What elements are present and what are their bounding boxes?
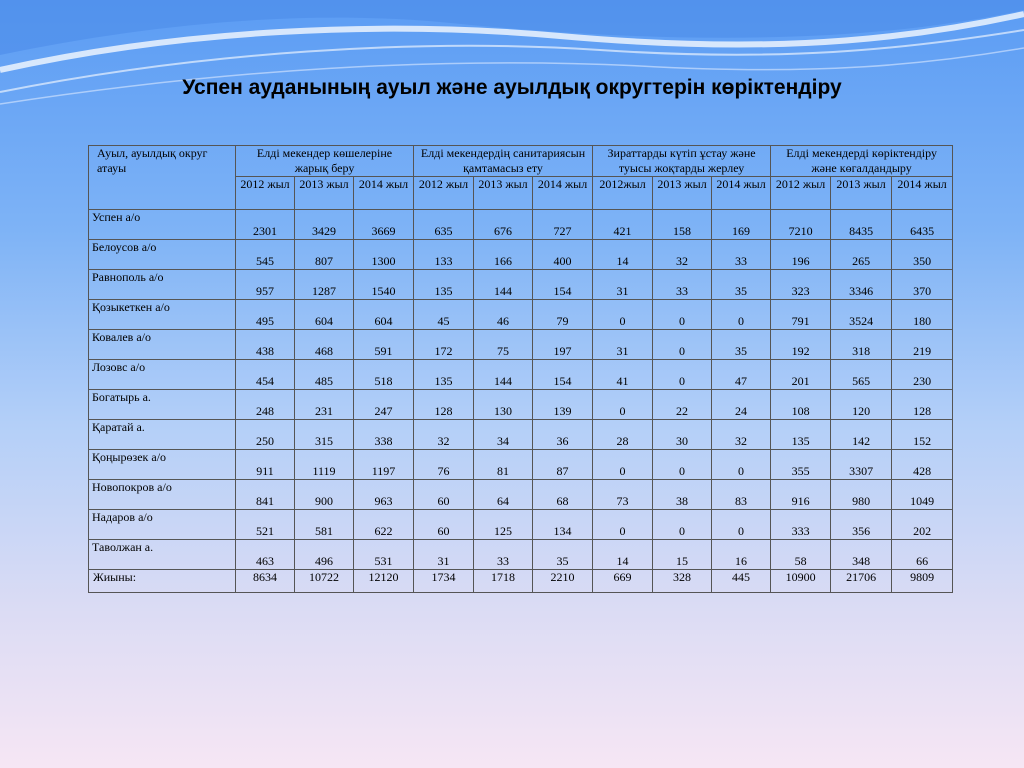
year-header: 2012 жыл (236, 177, 295, 210)
year-header: 2012 жыл (771, 177, 831, 210)
value-cell: 468 (295, 330, 354, 360)
value-cell: 60 (414, 510, 474, 540)
value-cell: 75 (474, 330, 533, 360)
settlement-name: Белоусов а/о (89, 240, 236, 270)
value-cell: 135 (414, 360, 474, 390)
value-cell: 30 (653, 420, 712, 450)
value-cell: 128 (414, 390, 474, 420)
value-cell: 66 (892, 540, 953, 570)
header-cemeteries: Зираттарды күтіп ұстау және туысы жоқтарды жерлеу (593, 146, 771, 177)
total-value-cell: 1734 (414, 570, 474, 593)
settlement-name: Лозовс а/о (89, 360, 236, 390)
value-cell: 172 (414, 330, 474, 360)
total-value-cell: 10900 (771, 570, 831, 593)
total-value-cell: 2210 (533, 570, 593, 593)
value-cell: 81 (474, 450, 533, 480)
value-cell: 87 (533, 450, 593, 480)
value-cell: 900 (295, 480, 354, 510)
value-cell: 0 (593, 390, 653, 420)
value-cell: 0 (593, 300, 653, 330)
value-cell: 31 (414, 540, 474, 570)
year-header: 2013 жыл (831, 177, 892, 210)
year-header: 2014 жыл (533, 177, 593, 210)
year-header: 2012жыл (593, 177, 653, 210)
value-cell: 3669 (354, 210, 414, 240)
value-cell: 370 (892, 270, 953, 300)
value-cell: 202 (892, 510, 953, 540)
value-cell: 0 (653, 450, 712, 480)
year-header: 2013 жыл (295, 177, 354, 210)
value-cell: 139 (533, 390, 593, 420)
value-cell: 83 (712, 480, 771, 510)
value-cell: 438 (236, 330, 295, 360)
data-table (88, 145, 953, 593)
table-row (89, 330, 953, 360)
value-cell: 421 (593, 210, 653, 240)
value-cell: 76 (414, 450, 474, 480)
value-cell: 496 (295, 540, 354, 570)
value-cell: 485 (295, 360, 354, 390)
value-cell: 35 (712, 330, 771, 360)
header-street-lighting: Елді мекендер көшелеріне жарық беру (236, 146, 414, 177)
value-cell: 24 (712, 390, 771, 420)
total-value-cell: 445 (712, 570, 771, 593)
value-cell: 133 (414, 240, 474, 270)
value-cell: 32 (653, 240, 712, 270)
decorative-wave-header (0, 0, 1024, 120)
total-value-cell: 9809 (892, 570, 953, 593)
value-cell: 79 (533, 300, 593, 330)
total-value-cell: 328 (653, 570, 712, 593)
value-cell: 1287 (295, 270, 354, 300)
value-cell: 495 (236, 300, 295, 330)
table-row (89, 510, 953, 540)
value-cell: 0 (653, 510, 712, 540)
total-value-cell: 10722 (295, 570, 354, 593)
value-cell: 841 (236, 480, 295, 510)
value-cell: 604 (354, 300, 414, 330)
value-cell: 15 (653, 540, 712, 570)
value-cell: 791 (771, 300, 831, 330)
value-cell: 348 (831, 540, 892, 570)
page-title: Успен ауданының ауыл және ауылдық округтерін көріктендіру (182, 76, 842, 99)
value-cell: 158 (653, 210, 712, 240)
value-cell: 38 (653, 480, 712, 510)
table-row (89, 480, 953, 510)
value-cell: 7210 (771, 210, 831, 240)
table-row (89, 300, 953, 330)
value-cell: 36 (533, 420, 593, 450)
value-cell: 400 (533, 240, 593, 270)
value-cell: 134 (533, 510, 593, 540)
value-cell: 34 (474, 420, 533, 450)
value-cell: 0 (593, 510, 653, 540)
total-value-cell: 669 (593, 570, 653, 593)
value-cell: 0 (653, 330, 712, 360)
header-landscaping: Елді мекендерді көріктендіру және көгалдандыру (771, 146, 953, 177)
value-cell: 333 (771, 510, 831, 540)
value-cell: 135 (414, 270, 474, 300)
settlement-name: Ковалев а/о (89, 330, 236, 360)
table-row (89, 270, 953, 300)
total-value-cell: 12120 (354, 570, 414, 593)
header-settlement-name: Ауыл, ауылдық округ атауы (89, 146, 236, 210)
year-header: 2013 жыл (474, 177, 533, 210)
value-cell: 219 (892, 330, 953, 360)
settlement-name: Надаров а/о (89, 510, 236, 540)
value-cell: 323 (771, 270, 831, 300)
value-cell: 581 (295, 510, 354, 540)
value-cell: 31 (593, 330, 653, 360)
value-cell: 35 (712, 270, 771, 300)
value-cell: 727 (533, 210, 593, 240)
year-header: 2012 жыл (414, 177, 474, 210)
value-cell: 128 (892, 390, 953, 420)
value-cell: 14 (593, 240, 653, 270)
table-row (89, 210, 953, 240)
value-cell: 47 (712, 360, 771, 390)
value-cell: 16 (712, 540, 771, 570)
value-cell: 0 (712, 450, 771, 480)
value-cell: 32 (414, 420, 474, 450)
value-cell: 350 (892, 240, 953, 270)
table-row (89, 450, 953, 480)
value-cell: 169 (712, 210, 771, 240)
value-cell: 120 (831, 390, 892, 420)
value-cell: 41 (593, 360, 653, 390)
value-cell: 531 (354, 540, 414, 570)
total-row (89, 570, 953, 593)
value-cell: 916 (771, 480, 831, 510)
value-cell: 73 (593, 480, 653, 510)
value-cell: 8435 (831, 210, 892, 240)
settlement-name: Успен а/о (89, 210, 236, 240)
value-cell: 545 (236, 240, 295, 270)
value-cell: 22 (653, 390, 712, 420)
value-cell: 201 (771, 360, 831, 390)
value-cell: 963 (354, 480, 414, 510)
value-cell: 196 (771, 240, 831, 270)
value-cell: 622 (354, 510, 414, 540)
value-cell: 247 (354, 390, 414, 420)
value-cell: 14 (593, 540, 653, 570)
value-cell: 604 (295, 300, 354, 330)
value-cell: 0 (712, 510, 771, 540)
value-cell: 31 (593, 270, 653, 300)
total-value-cell: 8634 (236, 570, 295, 593)
value-cell: 197 (533, 330, 593, 360)
year-header: 2014 жыл (892, 177, 953, 210)
value-cell: 33 (712, 240, 771, 270)
value-cell: 355 (771, 450, 831, 480)
value-cell: 6435 (892, 210, 953, 240)
value-cell: 166 (474, 240, 533, 270)
value-cell: 3429 (295, 210, 354, 240)
value-cell: 3524 (831, 300, 892, 330)
year-header: 2013 жыл (653, 177, 712, 210)
value-cell: 591 (354, 330, 414, 360)
settlement-name: Қозыкеткен а/о (89, 300, 236, 330)
value-cell: 315 (295, 420, 354, 450)
value-cell: 33 (474, 540, 533, 570)
value-cell: 231 (295, 390, 354, 420)
table-row (89, 360, 953, 390)
value-cell: 180 (892, 300, 953, 330)
value-cell: 428 (892, 450, 953, 480)
table-row (89, 390, 953, 420)
value-cell: 250 (236, 420, 295, 450)
value-cell: 3307 (831, 450, 892, 480)
value-cell: 0 (653, 300, 712, 330)
value-cell: 135 (771, 420, 831, 450)
value-cell: 154 (533, 270, 593, 300)
header-sanitation: Елді мекендердің санитариясын қамтамасыз ету (414, 146, 593, 177)
value-cell: 3346 (831, 270, 892, 300)
table-row (89, 420, 953, 450)
value-cell: 518 (354, 360, 414, 390)
settlement-name: Қоңырөзек а/о (89, 450, 236, 480)
value-cell: 68 (533, 480, 593, 510)
settlement-name: Богатырь а. (89, 390, 236, 420)
value-cell: 35 (533, 540, 593, 570)
value-cell: 58 (771, 540, 831, 570)
value-cell: 1300 (354, 240, 414, 270)
total-label: Жиыны: (89, 570, 236, 593)
value-cell: 248 (236, 390, 295, 420)
value-cell: 2301 (236, 210, 295, 240)
value-cell: 911 (236, 450, 295, 480)
total-value-cell: 21706 (831, 570, 892, 593)
value-cell: 463 (236, 540, 295, 570)
settlement-name: Равнополь а/о (89, 270, 236, 300)
settlement-name: Қаратай а. (89, 420, 236, 450)
value-cell: 338 (354, 420, 414, 450)
value-cell: 60 (414, 480, 474, 510)
value-cell: 108 (771, 390, 831, 420)
value-cell: 130 (474, 390, 533, 420)
value-cell: 64 (474, 480, 533, 510)
value-cell: 152 (892, 420, 953, 450)
total-value-cell: 1718 (474, 570, 533, 593)
value-cell: 46 (474, 300, 533, 330)
value-cell: 192 (771, 330, 831, 360)
value-cell: 521 (236, 510, 295, 540)
settlement-name: Новопокров а/о (89, 480, 236, 510)
value-cell: 454 (236, 360, 295, 390)
value-cell: 265 (831, 240, 892, 270)
value-cell: 144 (474, 270, 533, 300)
settlement-name: Таволжан а. (89, 540, 236, 570)
value-cell: 1197 (354, 450, 414, 480)
value-cell: 142 (831, 420, 892, 450)
value-cell: 144 (474, 360, 533, 390)
value-cell: 635 (414, 210, 474, 240)
value-cell: 230 (892, 360, 953, 390)
value-cell: 1049 (892, 480, 953, 510)
value-cell: 32 (712, 420, 771, 450)
value-cell: 0 (653, 360, 712, 390)
value-cell: 0 (712, 300, 771, 330)
value-cell: 1119 (295, 450, 354, 480)
value-cell: 154 (533, 360, 593, 390)
value-cell: 807 (295, 240, 354, 270)
value-cell: 957 (236, 270, 295, 300)
table-row (89, 240, 953, 270)
value-cell: 28 (593, 420, 653, 450)
year-header: 2014 жыл (712, 177, 771, 210)
value-cell: 125 (474, 510, 533, 540)
value-cell: 1540 (354, 270, 414, 300)
value-cell: 676 (474, 210, 533, 240)
value-cell: 356 (831, 510, 892, 540)
value-cell: 33 (653, 270, 712, 300)
value-cell: 565 (831, 360, 892, 390)
value-cell: 980 (831, 480, 892, 510)
value-cell: 45 (414, 300, 474, 330)
value-cell: 0 (593, 450, 653, 480)
table-row (89, 540, 953, 570)
value-cell: 318 (831, 330, 892, 360)
year-header: 2014 жыл (354, 177, 414, 210)
